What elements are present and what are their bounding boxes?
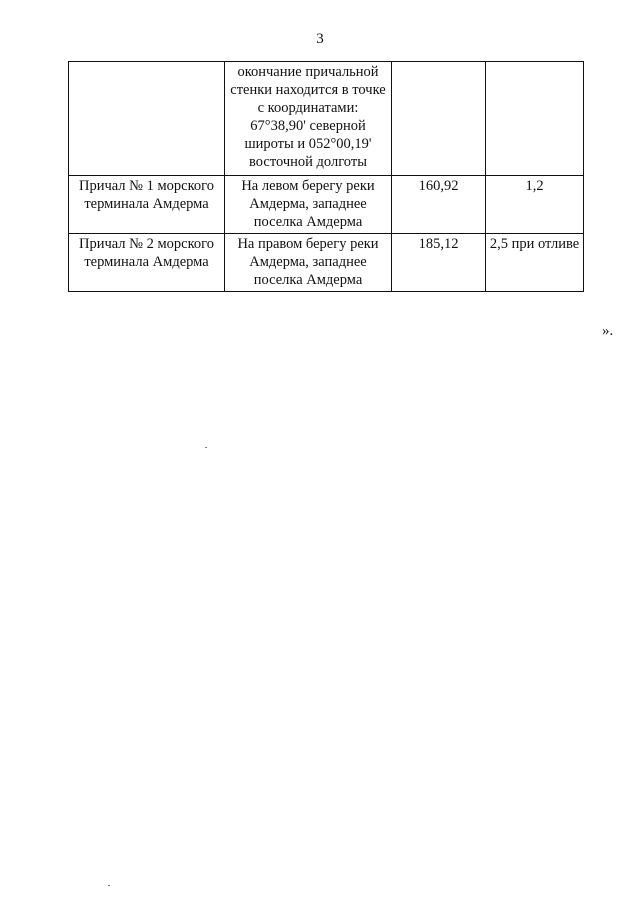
location-text: окончание причальной стенки находится в точке с координатами: 67°38,90' северной широты и 052°00,19' восточной долготы — [230, 64, 386, 170]
closing-quote: ». — [602, 323, 614, 339]
table-row — [69, 62, 584, 176]
berth-table — [68, 61, 584, 292]
table-cell-berth-name — [69, 234, 225, 292]
table-cell-location — [225, 62, 392, 176]
scan-speck — [205, 447, 207, 448]
scan-speck — [108, 885, 110, 886]
table-cell-depth — [486, 234, 584, 292]
berth-name-text: Причал № 2 морского терминала Амдерма — [78, 236, 215, 270]
table-row — [69, 234, 584, 292]
table-cell-location — [225, 176, 392, 234]
table-cell-depth — [486, 176, 584, 234]
depth-value: 2,5 при отливе — [489, 236, 580, 252]
berth-name-text: Причал № 1 морского терминала Амдерма — [78, 178, 215, 212]
depth-value: 1,2 — [525, 178, 544, 194]
table-row — [69, 176, 584, 234]
location-text: На левом берегу реки Амдерма, западнее поселка Амдерма — [241, 178, 375, 230]
table-cell-length — [392, 176, 486, 234]
location-text: На правом берегу реки Амдерма, западнее поселка Амдерма — [237, 236, 379, 288]
table-cell-depth — [486, 62, 584, 176]
table-cell-length — [392, 62, 486, 176]
length-value: 160,92 — [418, 178, 459, 194]
table-cell-location — [225, 234, 392, 292]
page-number: 3 — [316, 31, 324, 47]
table-cell-length — [392, 234, 486, 292]
table-cell-berth-name — [69, 176, 225, 234]
table-cell-berth-name — [69, 62, 225, 176]
length-value: 185,12 — [418, 236, 459, 252]
